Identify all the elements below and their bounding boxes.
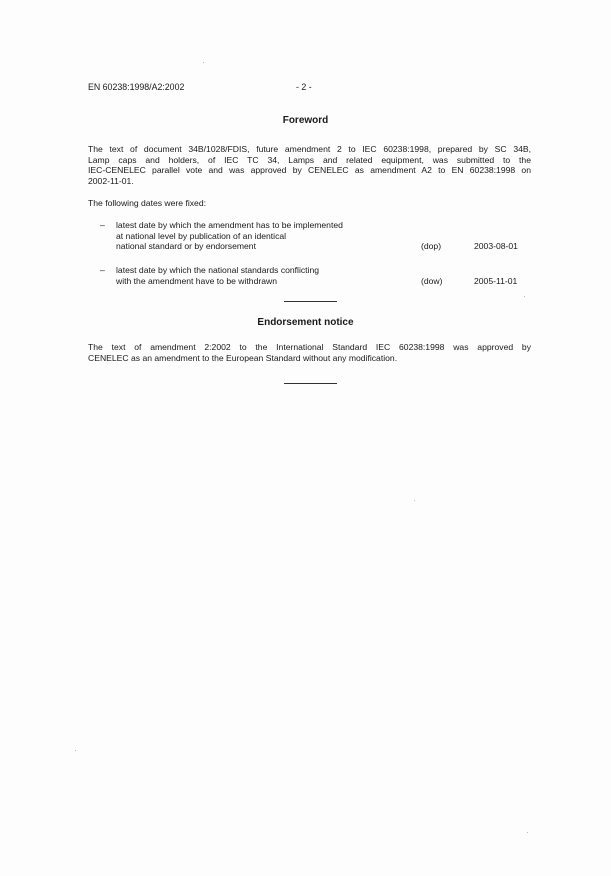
scan-speck xyxy=(524,296,525,297)
foreword-line-3: IEC-CENELEC parallel vote and was approved by CENELEC as amendment A2 to EN 60238:1998 on xyxy=(88,165,531,176)
page-number: - 2 - xyxy=(296,82,312,92)
document-id: EN 60238:1998/A2:2002 xyxy=(88,82,185,92)
date-value: 2003-08-01 xyxy=(474,241,518,251)
section-divider xyxy=(284,301,337,302)
list-dash: – xyxy=(100,220,105,230)
endorsement-paragraph xyxy=(88,342,531,363)
date-item-dop xyxy=(88,220,531,254)
date-item-dow xyxy=(88,265,531,287)
endorsement-line-1: The text of amendment 2:2002 to the International Standard IEC 60238:1998 was approved by xyxy=(88,342,531,352)
endorsement-line-2: CENELEC as an amendment to the European Standard without any modification. xyxy=(88,352,398,363)
date-item-description xyxy=(116,265,416,286)
foreword-line-1: The text of document 34B/1028/FDIS, future amendment 2 to IEC 60238:1998, prepared by SC 34B, xyxy=(88,144,531,154)
date-item-description xyxy=(116,220,416,252)
date-abbreviation: (dow) xyxy=(421,276,443,286)
list-dash: – xyxy=(100,265,105,275)
foreword-line-4: 2002-11-01. xyxy=(88,175,134,186)
description-line: latest date by which the national standards conflicting xyxy=(116,265,320,275)
date-value: 2005-11-01 xyxy=(474,276,518,286)
date-abbreviation: (dop) xyxy=(421,241,442,251)
description-line: national standard or by endorsement xyxy=(116,241,256,252)
foreword-title: Foreword xyxy=(282,115,329,126)
scan-speck xyxy=(414,500,415,501)
scan-speck xyxy=(203,62,204,63)
scan-speck xyxy=(75,750,76,751)
description-line: at national level by publication of an identical xyxy=(116,230,287,241)
description-line: latest date by which the amendment has to be implemented xyxy=(116,220,343,230)
scan-speck xyxy=(527,832,528,833)
foreword-line-2: Lamp caps and holders, of IEC TC 34, Lamps and related equipment, was submitted to the xyxy=(88,154,531,165)
description-line: with the amendment have to be withdrawn xyxy=(116,275,277,286)
endorsement-title: Endorsement notice xyxy=(257,317,354,328)
dates-intro: The following dates were fixed: xyxy=(88,198,206,208)
end-divider xyxy=(284,383,337,384)
foreword-paragraph xyxy=(88,144,531,186)
